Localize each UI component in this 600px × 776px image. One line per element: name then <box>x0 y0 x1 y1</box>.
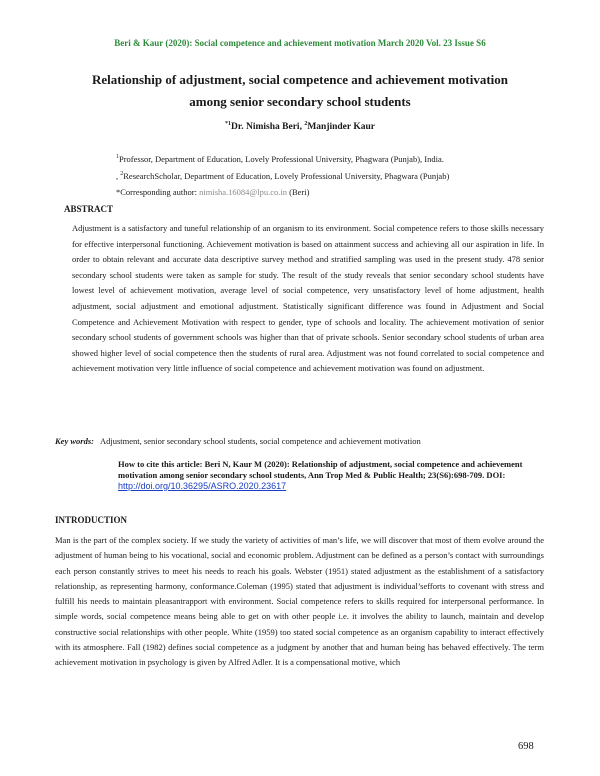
keywords-label: Key words: <box>55 436 94 446</box>
paper-title <box>60 69 540 113</box>
introduction-heading: INTRODUCTION <box>55 515 128 525</box>
affiliation-1-text: Professor, Department of Education, Lovely Professional University, Phagwara (Punjab), India. <box>119 154 444 164</box>
corresponding-author <box>116 186 309 198</box>
affiliation-2-superscript: 2 <box>120 171 124 178</box>
corresponding-email-link[interactable]: nimisha.16084@lpu.co.in <box>199 187 287 197</box>
title-line-1: Relationship of adjustment, social competence and achievement motivation <box>92 72 508 87</box>
doi-link[interactable]: http://doi.org/10.36295/ASRO.2020.23617 <box>118 481 287 491</box>
author-separator: , <box>299 122 305 132</box>
affiliation-1-superscript: 1 <box>116 154 119 161</box>
citation-block <box>118 459 543 492</box>
abstract-text: Adjustment is a satisfactory and tuneful relationship of an organism to its environment. Social competence refers to those skills necessary for effective interpersonal functioning. Achievement motivation is based on attainment success and achieving all our aspiration in life. In order to obtain relevant and accurate data descriptive survey method and stratified sampling was used in the present study. 478 senior secondary school students were taken as sample for study. The result of the study reveals that senior secondary school students have lowest level of achievement motivation, average level of social competence, very unsatisfactory level of home adjustment, health adjustment, social adjustment and emotional adjustment. Statistically significant difference was found in Adjustment and Social Competence and Achievement Motivation with respect to gender, type of schools and locality. The achievement motivation of senior secondary school students of government schools was higher than that of private schools. Senior secondary school students of urban area showed higher level of social competence then the students of rural area. Adjustment was not found correlated to social competence and achievement motivation very little influence of social competence and achievement motivation was found on adjustment. <box>72 223 544 374</box>
author-list <box>0 122 600 132</box>
corresponding-label: *Corresponding author: <box>116 187 200 197</box>
affiliation-2-prefix: , <box>116 171 121 181</box>
page-number: 698 <box>518 741 534 752</box>
keywords <box>55 436 421 446</box>
citation-text: How to cite this article: Beri N, Kaur M (2020): Relationship of adjustment, social competence and achievement motivation among senior secondary school students, Ann Trop Med & Public Health; 23(S6):698-709. DOI: <box>118 459 523 480</box>
title-line-2: among senior secondary school students <box>189 94 411 109</box>
introduction-text: Man is the part of the complex society. If we study the variety of activities of man’s life, we will discover that most of them evolve around the adjustment of human being to his vocational, social and economic problem. Adjustment can be defined as a person’s contact with surroundings each person constantly strives to meet his needs to reach his goals. Webster (1951) stated adjustment as the establishment of a satisfactory relationship, as representing harmony, conformance.Coleman (1995) stated that adjustment is individual’sefforts to covenant with stress and fulfill his needs to maintain pleasantrapport with environment. Social competence refers to skills required for interpersonal performance. In simple words, social competence means being able to get on with other people i.e. it involves the ability to launch, maintain and develop constructive social relationships with other people. White (1959) too stated social competence as an organism capability to interact effectively with its atmosphere. Fall (1982) defines social competence as a judgment by another that and human being has behaved effectively. The term achievement motivation in psychology is given by Alfred Adler. It is a compensational motive, which <box>55 535 544 668</box>
running-head: Beri & Kaur (2020): Social competence and achievement motivation March 2020 Vol. 23 Issue S6 <box>114 38 486 48</box>
keywords-text: Adjustment, senior secondary school students, social competence and achievement motivation <box>99 436 421 446</box>
affiliation-2 <box>116 170 449 182</box>
abstract-heading: ABSTRACT <box>64 204 114 214</box>
author-1: Dr. Nimisha Beri <box>231 122 300 132</box>
author-2: Manjinder Kaur <box>307 122 375 132</box>
author1-superscript: *1 <box>225 120 232 127</box>
corresponding-suffix: (Beri) <box>286 187 310 197</box>
affiliation-1 <box>116 153 444 165</box>
affiliation-2-text: ResearchScholar, Department of Education, Lovely Professional University, Phagwara (Punjab) <box>123 171 450 181</box>
author2-superscript: 2 <box>304 120 308 127</box>
